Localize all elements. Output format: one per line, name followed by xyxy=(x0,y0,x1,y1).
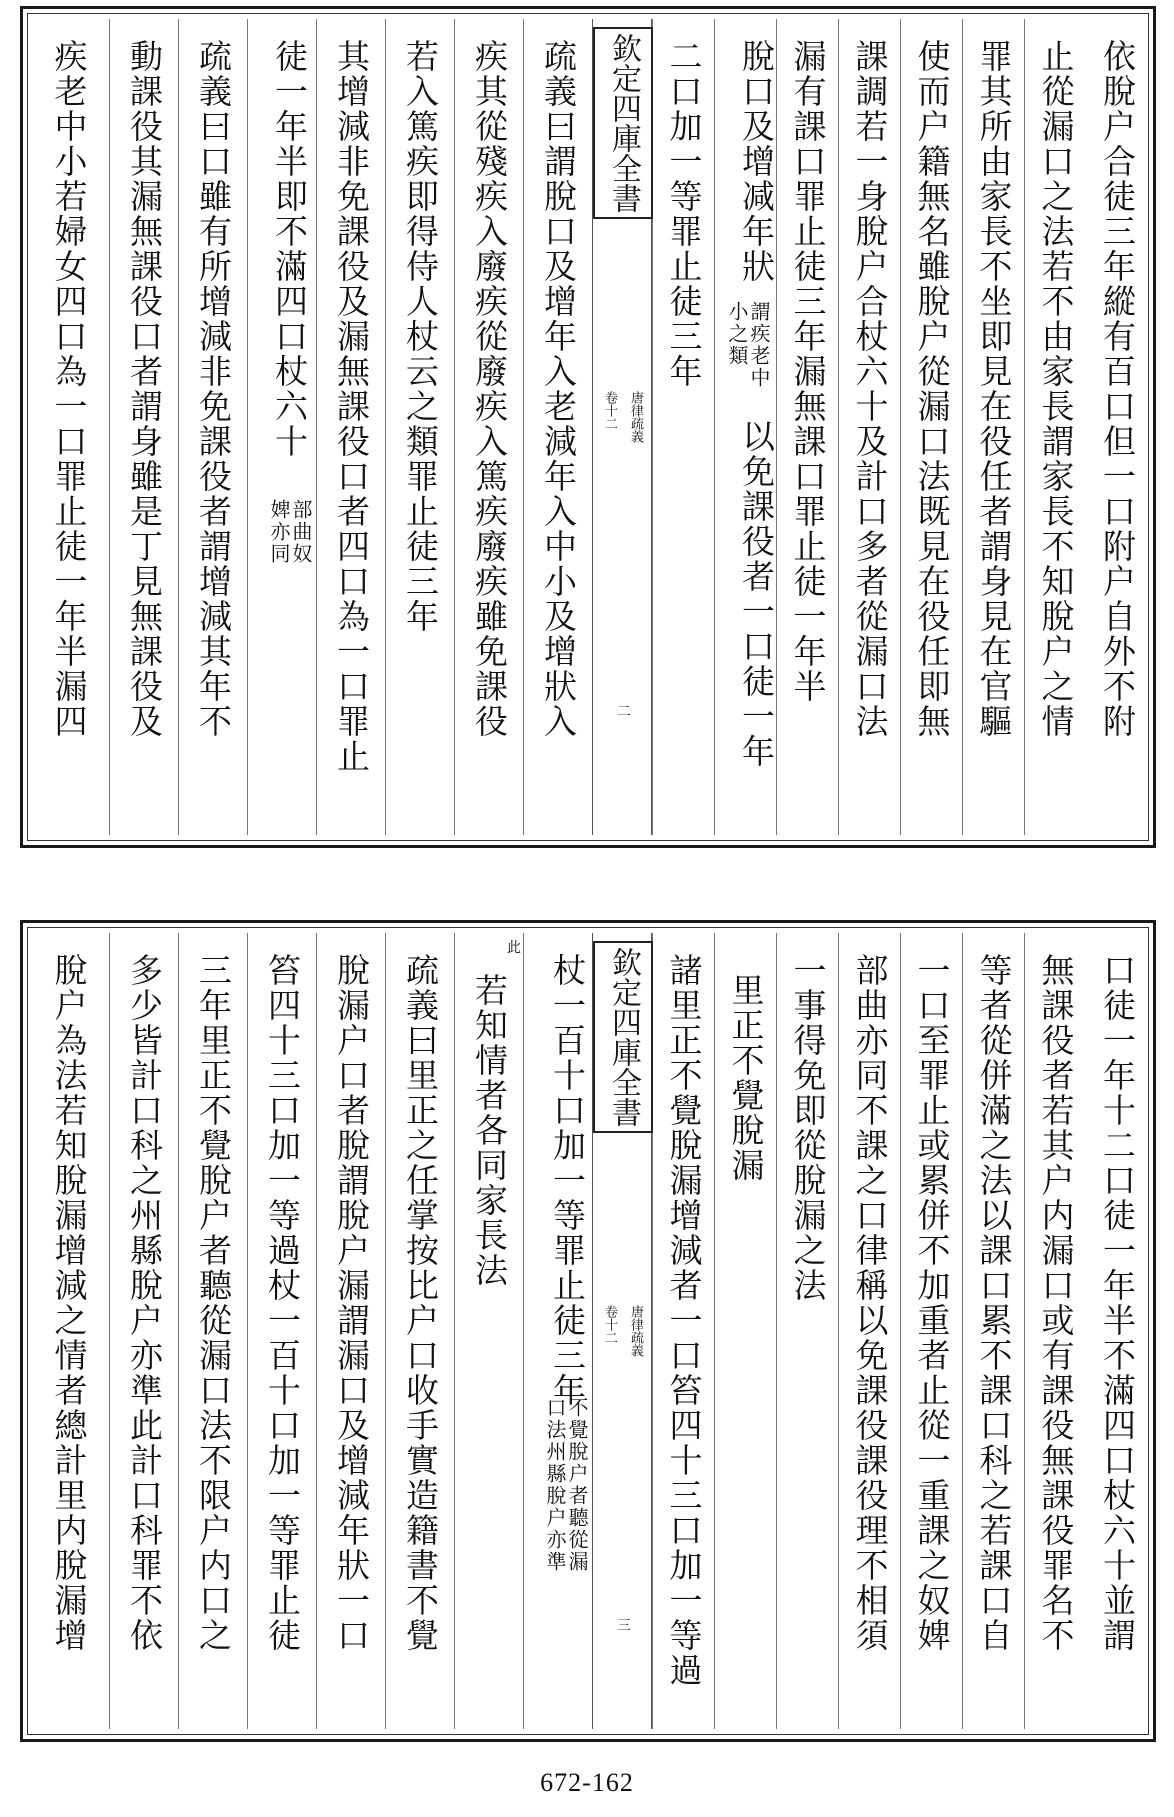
top-col-16-text: 疾老中小若婦女四口為一口罪止徒一年半漏四 xyxy=(49,39,89,739)
top-banner-book: 唐律疏義 xyxy=(628,391,643,443)
top-col-7-head xyxy=(727,39,776,284)
top-col-13 xyxy=(247,19,316,835)
bottom-col-1 xyxy=(1086,933,1148,1729)
top-col-1-text: 依脫户合徒三年縱有百口但一口附户自外不附 xyxy=(1098,39,1137,739)
bottom-col-10-text: 若知情者各同家長法 xyxy=(470,973,509,1288)
top-banner-title: 欽定四庫全書 xyxy=(593,27,653,219)
top-col-8-text: 二口加一等罪止徒三年 xyxy=(664,39,704,389)
top-col-8 xyxy=(652,19,714,835)
bottom-col-16-text: 脫户為法若知脫漏增減之情者總計里内脫漏增 xyxy=(49,953,89,1653)
top-col-9 xyxy=(523,19,592,835)
top-banner-volume: 卷十二 xyxy=(602,391,617,430)
top-center-banner xyxy=(592,19,652,835)
page-folio-number: 672-162 xyxy=(540,1768,634,1797)
bottom-col-2 xyxy=(1024,933,1086,1729)
top-col-2 xyxy=(1024,19,1086,835)
bottom-page xyxy=(20,920,1156,1742)
top-col-5 xyxy=(838,19,900,835)
bottom-col-8-text: 諸里正不覺脫漏增減者一口笞四十三口加一等過 xyxy=(664,953,704,1688)
top-col-3-text: 罪其所由家長不坐即見在役任者謂身見在官驅 xyxy=(974,39,1014,739)
top-col-15-text: 動課役其漏無課役口者謂身雖是丁見無課役及 xyxy=(125,39,164,739)
top-col-4-text: 使而户籍無名雖脫户從漏口法既見在役任即無 xyxy=(912,39,952,739)
top-col-7-tail: 以免課役者一口徒一年 xyxy=(737,419,776,769)
top-col-11 xyxy=(385,19,454,835)
bottom-col-4 xyxy=(900,933,962,1729)
bottom-col-11-text: 疏義曰里正之任掌按比户口收手實造籍書不覺 xyxy=(401,953,440,1653)
bottom-col-9-note-b: 口法州縣脫户亦準 xyxy=(543,1397,567,1573)
bottom-banner-title: 欽定四庫全書 xyxy=(593,941,653,1133)
bottom-col-5 xyxy=(838,933,900,1729)
top-col-13-note-a: 部曲奴 xyxy=(289,499,313,565)
bottom-banner-book: 唐律疏義 xyxy=(628,1305,643,1357)
top-col-1 xyxy=(1086,19,1148,835)
top-col-13-text: 徒一年半即不滿四口杖六十 xyxy=(270,39,309,459)
top-col-7-note-wrap xyxy=(726,301,770,389)
bottom-col-14 xyxy=(178,933,247,1729)
bottom-col-13 xyxy=(247,933,316,1729)
top-col-5-text: 課調若一身脫户合杖六十及計口多者從漏口法 xyxy=(850,39,890,739)
bottom-col-3 xyxy=(962,933,1024,1729)
bottom-col-10-mark: 此 xyxy=(507,940,521,956)
top-col-13-note-b: 婢亦同 xyxy=(267,499,291,565)
top-col-9-text: 疏義曰謂脫口及增年入老減年入中小及增狀入 xyxy=(539,39,578,739)
bottom-col-8 xyxy=(652,933,714,1729)
top-col-12 xyxy=(316,19,385,835)
bottom-col-13-text: 笞四十三口加一等過杖一百十口加一等罪止徒 xyxy=(263,953,302,1653)
top-col-2-text: 止從漏口之法若不由家長謂家長不知脫户之情 xyxy=(1036,39,1076,739)
bottom-banner-volume: 卷十二 xyxy=(602,1305,617,1344)
bottom-col-15-text: 多少皆計口科之州縣脫户亦準此計口科罪不依 xyxy=(125,953,164,1653)
bottom-col-16 xyxy=(27,933,109,1729)
bottom-banner-leaf: 三 xyxy=(617,1618,631,1634)
bottom-col-10 xyxy=(454,933,523,1729)
bottom-col-11 xyxy=(385,933,454,1729)
top-col-15 xyxy=(109,19,178,835)
top-col-7 xyxy=(714,19,776,835)
top-col-4 xyxy=(900,19,962,835)
bottom-col-12-text: 脫漏户口者脫謂脫户漏謂漏口及增減年狀一口 xyxy=(332,953,371,1653)
top-page xyxy=(20,6,1156,848)
top-col-14 xyxy=(178,19,247,835)
bottom-col-6 xyxy=(776,933,838,1729)
bottom-col-7 xyxy=(714,933,776,1729)
top-col-7-text: 脫口及增减年狀 xyxy=(737,39,776,284)
bottom-col-4-text: 一口至罪止或累併不加重者止從一重課之奴婢 xyxy=(912,953,952,1653)
top-col-3 xyxy=(962,19,1024,835)
bottom-col-2-text: 無課役者若其户内漏口或有課役無課役罪名不 xyxy=(1036,953,1076,1653)
top-col-7-note-b: 小之類 xyxy=(725,301,749,367)
top-col-10 xyxy=(454,19,523,835)
bottom-col-9-note-a: 不覺脫户者聽從漏 xyxy=(565,1397,589,1573)
top-col-6-text: 漏有課口罪止徒三年漏無課口罪止徒一年半 xyxy=(788,39,828,704)
top-col-16 xyxy=(27,19,109,835)
bottom-col-9-note-wrap xyxy=(544,1397,588,1573)
bottom-col-9-head-wrap xyxy=(538,953,592,1408)
bottom-col-14-text: 三年里正不覺脫户者聽從漏口法不限户内口之 xyxy=(194,953,233,1653)
bottom-col-7-text: 里正不覺脫漏 xyxy=(726,973,766,1183)
bottom-col-5-text: 部曲亦同不課之口律稱以免課役課役理不相須 xyxy=(850,953,890,1653)
bottom-col-9-text: 杖一百十口加一等罪止徒三年 xyxy=(548,953,587,1408)
top-col-11-text: 若入篤疾即得侍人杖云之類罪止徒三年 xyxy=(401,39,440,634)
bottom-col-15 xyxy=(109,933,178,1729)
top-col-12-text: 其增減非免課役及漏無課役口者四口為一口罪止 xyxy=(332,39,371,774)
top-col-13-note-wrap xyxy=(268,499,312,565)
top-banner-leaf: 二 xyxy=(617,704,631,720)
bottom-col-1-text: 口徒一年十二口徒一年半不滿四口杖六十並謂 xyxy=(1098,953,1137,1653)
top-col-10-text: 疾其從殘疾入廢疾從廢疾入篤疾廢疾雖免課役 xyxy=(470,39,509,739)
top-col-6 xyxy=(776,19,838,835)
bottom-col-6-text: 一事得免即從脫漏之法 xyxy=(788,953,828,1303)
bottom-col-9 xyxy=(523,933,592,1729)
bottom-col-12 xyxy=(316,933,385,1729)
top-col-7-note-a: 謂疾老中 xyxy=(747,301,771,389)
top-col-13-head-wrap xyxy=(260,39,316,459)
bottom-center-banner xyxy=(592,933,652,1729)
bottom-col-3-text: 等者從併滿之法以課口累不課口科之若課口自 xyxy=(974,953,1014,1653)
top-col-7-tail-wrap xyxy=(727,419,776,769)
top-col-14-text: 疏義曰口雖有所增減非免課役者謂增減其年不 xyxy=(194,39,233,739)
